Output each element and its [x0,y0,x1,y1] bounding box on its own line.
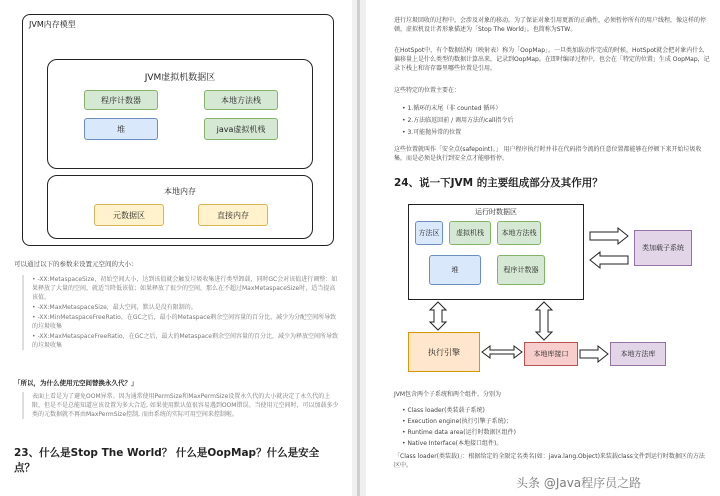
runtime-title: 运行时数据区 [475,208,517,216]
arrow-engine-native [482,346,522,358]
list-item: • Runtime data area(运行时数据区组件) [402,429,516,436]
arrow-runtime-engine [430,302,446,330]
native-method-stack-box: 本地方法栈 [497,221,541,245]
diagram-title: JVM内存模型 [29,20,76,29]
paragraph-classloader: 「Class loader(类装载)」：根据给定的全限定名类名(如：java.lang.Object)来装载class文件到运行时数据区的方法区中。 [394,453,705,469]
class-loader-box: 类加载子系统 [634,230,692,266]
positions-list [402,104,513,137]
list-item: • Class loader(类装载子系统) [402,407,485,414]
answer-quote: 表面上看是为了避免OOM异常。因为通常使用PermSize和MaxPermSize设置永久代的大小就决定了永久代的上限，但是不是总能知道应该设置为多大合适, 如果使用默认值很容易遇到OOM错误。当使用元空间时，可以加载多少类的元数据就不再由MaxPermSize控制, 而由系统的实际可用空间来控制啦。 [22,392,340,419]
param-item: • -XX:MaxMetaspaceFreeRatio，在GC之后，最大的Metaspace剩余空间容量的百分比，减少为释放空间所导致的垃圾收集 [32,333,338,349]
params-list [22,275,340,350]
list-item: • 1.循环的末尾（非 counted 循环） [402,105,502,112]
program-counter-box: 程序计数器 [84,90,158,110]
right-page [366,0,718,496]
params-intro: 可以通过以下的参数来设置元空间的大小： [14,260,138,268]
heap-box: 堆 [429,255,481,285]
arrow-to-classloader [590,228,628,244]
arrow-native-lib [580,346,608,362]
list-item: • 3.可能抛异常的位置 [402,129,462,136]
native-library-box: 本地方法库 [610,342,666,366]
paragraph-stw: 进行垃圾回收的过程中，会涉及对象的移动。为了保证对象引用更新的正确性，必须暂停所有的用户线程，像这样的停顿，虚拟机设计者形象描述为「Stop The World」。也简称为STW。 [394,17,707,33]
heading-23: 23、什么是Stop The World？ 什么是OopMap？什么是安全 点？ [14,447,320,474]
components-list [402,406,516,448]
left-page [0,0,352,496]
list-item: • Execution engine(执行引擎子系统)； [402,418,512,425]
page-gutter [352,0,366,496]
execution-engine-box: 执行引擎 [408,332,480,372]
heading-24: 24、说一下JVM 的主要组成部分及其作用？ [394,177,603,189]
runtime-title: JVM虚拟机数据区 [144,73,216,83]
paragraph-positions-intro: 这些特定的位置主要在： [394,87,461,94]
direct-memory-box: 直接内存 [198,204,268,226]
program-counter-box: 程序计数器 [497,255,545,285]
heap-box: 堆 [84,118,158,140]
list-item: • Native Interface(本地接口组件)。 [402,440,503,447]
arrow-runtime-native [536,302,552,340]
runtime-data-area [47,59,313,169]
param-item: • -XX:MetaspaceSize，初始空间大小，达到该值就会触发垃圾收集进行类型卸载，同时GC会对该值进行调整：如果释放了大量的空间，就适当降低该值；如果释放了很少的空间，那么在不超过MaxMetaspaceSize时，适当提高该值。 [32,276,338,301]
paragraph-oopmap: 在HotSpot中，有个数据结构（映射表）称为「OopMap」。一旦类加载动作完成的时候，HotSpot就会把对象内什么偏移量上是什么类型的数据计算出来，记录到OopMap。在即时编译过程中，也会在「特定的位置」生成 OopMap，记录下栈上和寄存器里哪些位置是引用。 [394,47,710,72]
arrow-from-classloader [590,252,628,268]
watermark: 头条 @Java程序员之路 [516,476,642,490]
vm-stack-box: 虚拟机栈 [449,221,491,245]
paragraph-safepoint: 这些位置就叫作「安全点(safepoint)。」 用户程序执行时并非在代码指令流的任意位置都能够在停顿下来开始垃圾收集，而是必须是执行到安全点才能够暂停。 [394,146,702,162]
diagram-arrows [394,196,710,382]
native-memory-area [47,175,313,239]
native-interface-box: 本地库接口 [524,342,578,366]
metaspace-box: 元数据区 [94,204,164,226]
method-area-box: 方法区 [415,221,443,245]
param-item: • -XX:MaxMetaspaceSize，最大空间，默认是没有限制的。 [32,304,197,311]
jvm-components-diagram [394,196,710,382]
native-memory-title: 本地内存 [164,187,196,196]
native-method-stack-box: 本地方法栈 [204,90,278,110]
java-vm-stack-box: java虚拟机栈 [204,118,278,140]
param-item: • -XX:MinMetaspaceFreeRatio，在GC之后，最小的Metaspace剩余空间容量的百分比，减少为分配空间所导致的垃圾收集 [32,314,337,330]
jvm-memory-diagram [22,14,334,246]
paragraph-components-intro: JVM包含两个子系统和两个组件，分别为 [394,391,502,398]
list-item: • 2.方法临返回前 / 调用方法的call指令后 [402,117,514,124]
question-text: 「所以，为什么使用元空间替换永久代？」 [14,379,138,387]
